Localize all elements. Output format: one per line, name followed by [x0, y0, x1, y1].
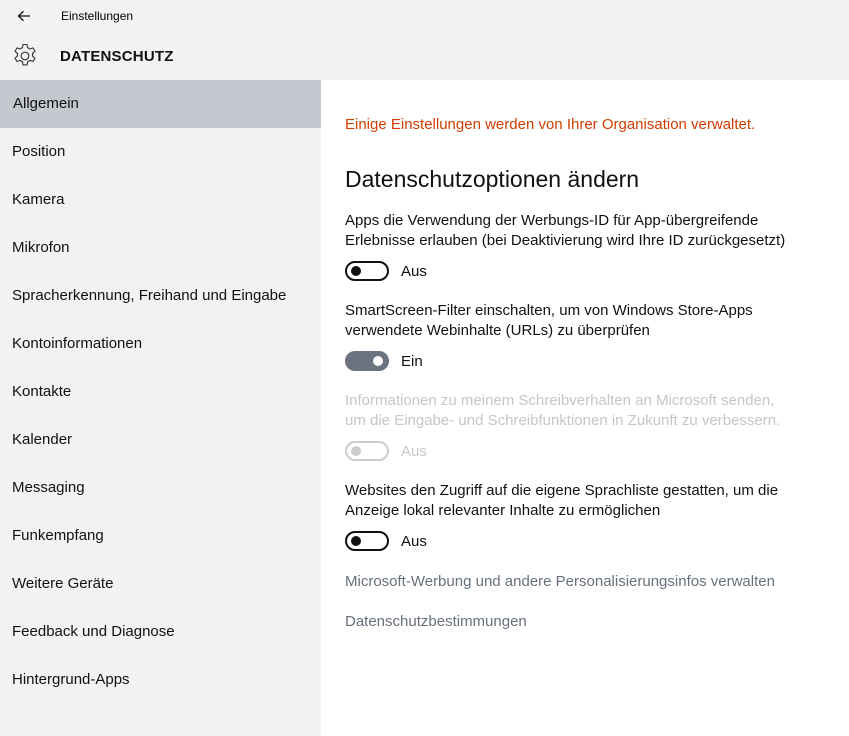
- sidebar-item-allgemein[interactable]: Allgemein: [0, 80, 321, 128]
- typing-info-state: Aus: [401, 443, 427, 460]
- smartscreen-toggle[interactable]: [345, 351, 389, 371]
- toggle-knob: [351, 446, 361, 456]
- sidebar-item-hintergrund-apps[interactable]: Hintergrund-Apps: [12, 671, 130, 688]
- privacy-statement-link[interactable]: Datenschutzbestimmungen: [345, 613, 527, 630]
- sidebar-item-kalender[interactable]: Kalender: [12, 431, 73, 448]
- language-list-description: [345, 481, 805, 521]
- main-content: [321, 80, 849, 736]
- back-button[interactable]: [10, 4, 38, 28]
- advertising-id-line2: Erlebnisse erlauben (bei Deaktivierung wird Ihre ID zurückgesetzt): [345, 232, 786, 249]
- toggle-knob: [351, 536, 361, 546]
- sidebar-item-kontoinformationen[interactable]: Kontoinformationen: [12, 335, 143, 352]
- sidebar: [0, 80, 321, 736]
- advertising-settings-link[interactable]: Microsoft-Werbung und andere Personalisierungsinfos verwalten: [345, 573, 775, 590]
- language-list-toggle[interactable]: [345, 531, 389, 551]
- page-header: [0, 32, 849, 80]
- toggle-knob: [373, 356, 383, 366]
- advertising-id-description: [345, 211, 805, 251]
- typing-info-line2: um die Eingabe- und Schreibfunktionen in Zukunft zu verbessern.: [345, 412, 781, 429]
- typing-info-line1: Informationen zu meinem Schreibverhalten an Microsoft senden,: [345, 392, 775, 409]
- managed-notice: Einige Einstellungen werden von Ihrer Organisation verwaltet.: [345, 116, 756, 133]
- smartscreen-description: [345, 301, 805, 341]
- sidebar-item-kontakte[interactable]: Kontakte: [12, 383, 72, 400]
- section-heading: Datenschutzoptionen ändern: [345, 166, 640, 192]
- toggle-knob: [351, 266, 361, 276]
- page-title: DATENSCHUTZ: [60, 48, 174, 65]
- language-list-line1: Websites den Zugriff auf die eigene Sprachliste gestatten, um die: [345, 482, 779, 499]
- sidebar-item-kamera[interactable]: Kamera: [12, 191, 65, 208]
- advertising-id-line1: Apps die Verwendung der Werbungs-ID für App-übergreifende: [345, 212, 759, 229]
- smartscreen-line2: verwendete Webinhalte (URLs) zu überprüfen: [345, 322, 650, 339]
- back-arrow-icon: [17, 10, 31, 22]
- advertising-id-state: Aus: [401, 263, 427, 280]
- window-title: Einstellungen: [61, 9, 134, 23]
- typing-info-description: [345, 391, 805, 431]
- sidebar-item-spracherkennung[interactable]: Spracherkennung, Freihand und Eingabe: [12, 287, 287, 304]
- gear-icon: [12, 43, 38, 69]
- sidebar-item-messaging[interactable]: Messaging: [12, 479, 85, 496]
- sidebar-item-mikrofon[interactable]: Mikrofon: [12, 239, 70, 256]
- language-list-line2: Anzeige lokal relevanter Inhalte zu ermöglichen: [345, 502, 661, 519]
- title-bar: [0, 0, 849, 32]
- sidebar-item-position[interactable]: Position: [12, 143, 66, 160]
- sidebar-item-funkempfang[interactable]: Funkempfang: [12, 527, 104, 544]
- smartscreen-line1: SmartScreen-Filter einschalten, um von Windows Store-Apps: [345, 302, 753, 319]
- advertising-id-toggle[interactable]: [345, 261, 389, 281]
- sidebar-item-feedback[interactable]: Feedback und Diagnose: [12, 623, 175, 640]
- sidebar-item-weitere-geraete[interactable]: Weitere Geräte: [12, 575, 114, 592]
- smartscreen-state: Ein: [401, 353, 423, 370]
- typing-info-toggle: [345, 441, 389, 461]
- language-list-state: Aus: [401, 533, 427, 550]
